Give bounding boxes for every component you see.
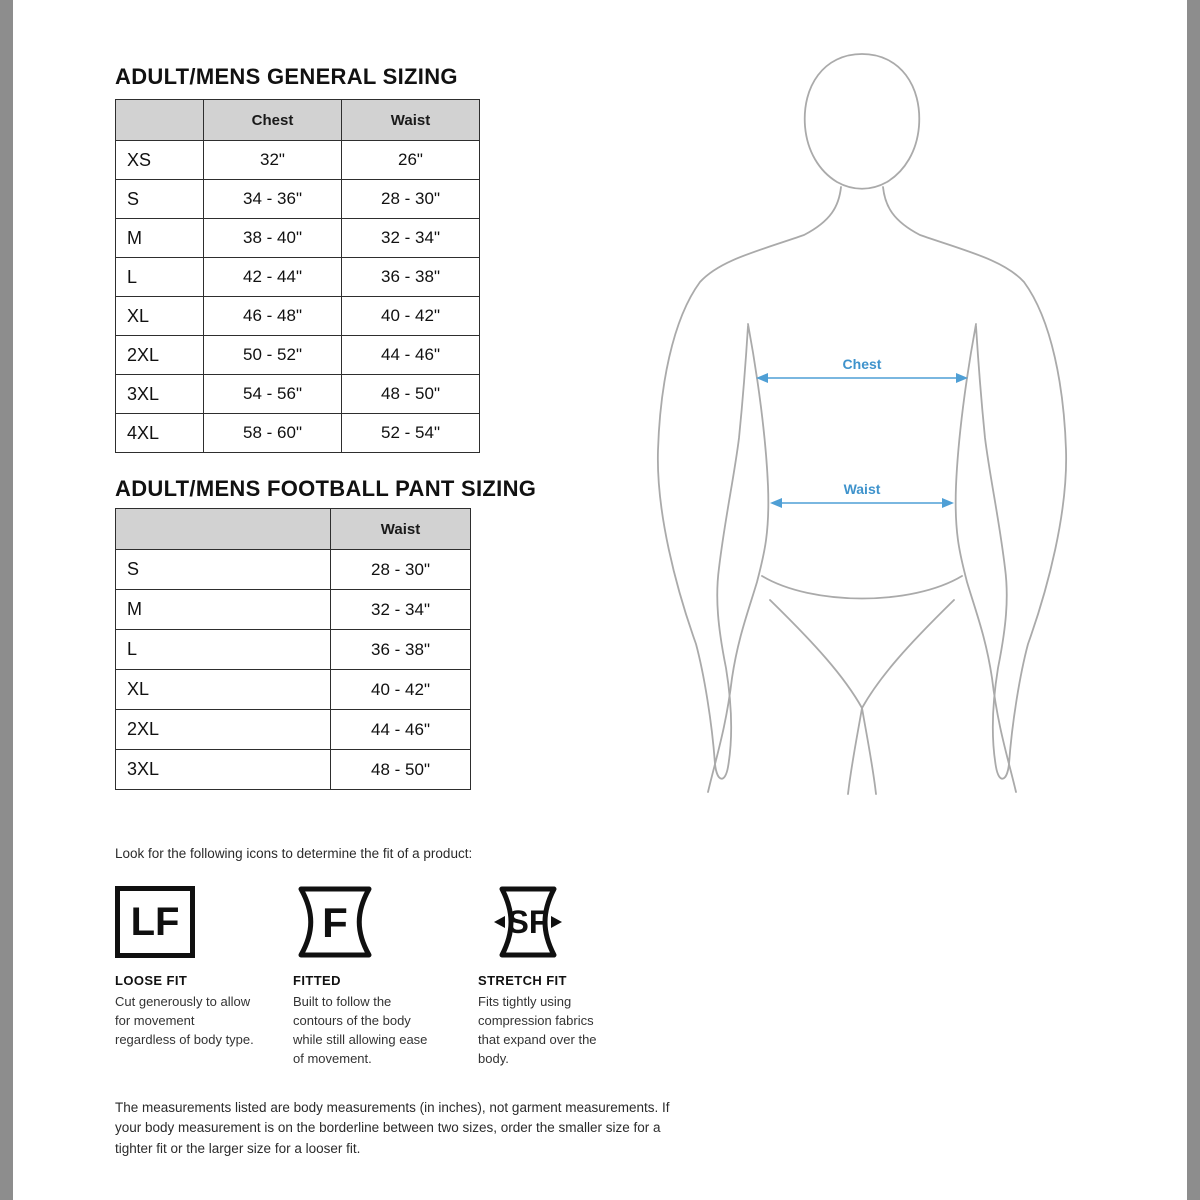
body-outline-hip-curve — [762, 576, 962, 599]
measurement-cell: 26" — [342, 141, 480, 180]
body-outline-left-groin — [770, 600, 862, 708]
loose-fit-icon — [115, 886, 195, 958]
column-header — [116, 100, 204, 141]
measurement-cell: 34 - 36" — [204, 180, 342, 219]
general-sizing-title: ADULT/MENS GENERAL SIZING — [115, 64, 458, 89]
table-row — [116, 590, 471, 630]
stretch-fit-icon-wrap — [478, 884, 638, 960]
size-label-cell: M — [116, 590, 331, 630]
measurement-cell: 32 - 34" — [331, 590, 471, 630]
size-label-cell: XL — [116, 670, 331, 710]
stretch-arrow-right — [551, 916, 562, 928]
size-label-cell: 2XL — [116, 336, 204, 375]
table-row — [116, 297, 480, 336]
body-outline-right-inner-leg — [862, 708, 876, 794]
table-row — [116, 258, 480, 297]
measurement-cell: 44 - 46" — [342, 336, 480, 375]
header-row — [116, 100, 480, 141]
measurement-cell: 40 - 42" — [342, 297, 480, 336]
fitted-icon-letter: F — [322, 899, 348, 946]
loose-fit-name: LOOSE FIT — [115, 973, 188, 988]
measurement-cell: 46 - 48" — [204, 297, 342, 336]
measurement-cell: 42 - 44" — [204, 258, 342, 297]
table-row — [116, 630, 471, 670]
waist-arrowhead-right — [942, 498, 954, 508]
table-row — [116, 141, 480, 180]
fitted-icon — [293, 885, 377, 959]
fit-item-fitted — [293, 884, 453, 1068]
column-header — [116, 509, 331, 550]
body-outline-right-torso — [956, 324, 1016, 792]
size-label-cell: S — [116, 180, 204, 219]
fitted-icon-wrap — [293, 884, 453, 960]
header-row — [116, 509, 471, 550]
body-outline-right-arm — [883, 187, 1066, 779]
table-row — [116, 710, 471, 750]
fit-intro-text: Look for the following icons to determine the fit of a product: — [115, 846, 473, 861]
stretch-fit-icon-letters: SF — [507, 904, 549, 940]
measurement-cell: 28 - 30" — [331, 550, 471, 590]
general-sizing-table — [115, 99, 480, 453]
measurement-cell: 48 - 50" — [342, 375, 480, 414]
table-row — [116, 180, 480, 219]
size-label-cell: L — [116, 630, 331, 670]
body-diagram-svg — [620, 40, 1140, 810]
table-row — [116, 670, 471, 710]
size-label-cell: M — [116, 219, 204, 258]
chest-label: Chest — [842, 356, 882, 372]
measurement-cell: 36 - 38" — [342, 258, 480, 297]
table-row — [116, 375, 480, 414]
pant-sizing-table — [115, 508, 471, 790]
loose-fit-icon-wrap — [115, 884, 275, 960]
body-outline-left-arm — [658, 187, 841, 779]
size-label-cell: 3XL — [116, 750, 331, 790]
fit-item-stretch-fit — [478, 884, 638, 1068]
waist-label: Waist — [843, 481, 881, 497]
measurement-cell: 40 - 42" — [331, 670, 471, 710]
fit-item-loose-fit — [115, 884, 275, 1050]
loose-fit-icon-letters: LF — [130, 899, 180, 944]
size-label-cell: XL — [116, 297, 204, 336]
fitted-name: FITTED — [293, 973, 341, 988]
measurement-cell: 44 - 46" — [331, 710, 471, 750]
stretch-fit-description: Fits tightly using compression fabrics that expand over the body. — [478, 994, 597, 1066]
measurement-cell: 54 - 56" — [204, 375, 342, 414]
table-row — [116, 336, 480, 375]
stretch-fit-name: STRETCH FIT — [478, 973, 567, 988]
table-row — [116, 750, 471, 790]
measurement-cell: 32" — [204, 141, 342, 180]
body-outline-left-torso — [708, 324, 768, 792]
size-label-cell: 4XL — [116, 414, 204, 453]
measurement-cell: 32 - 34" — [342, 219, 480, 258]
stretch-arrow-left — [494, 916, 505, 928]
body-outline-left-inner-leg — [848, 708, 862, 794]
column-header: Waist — [342, 100, 480, 141]
pant-sizing-title: ADULT/MENS FOOTBALL PANT SIZING — [115, 476, 537, 501]
size-label-cell: S — [116, 550, 331, 590]
column-header: Waist — [331, 509, 471, 550]
size-label-cell: 2XL — [116, 710, 331, 750]
measurement-cell: 48 - 50" — [331, 750, 471, 790]
size-label-cell: XS — [116, 141, 204, 180]
body-measurement-diagram — [620, 40, 1140, 810]
size-label-cell: 3XL — [116, 375, 204, 414]
measurement-cell: 36 - 38" — [331, 630, 471, 670]
measurement-cell: 58 - 60" — [204, 414, 342, 453]
table-row — [116, 414, 480, 453]
body-outline-right-groin — [862, 600, 954, 708]
waist-arrowhead-left — [770, 498, 782, 508]
size-label-cell: L — [116, 258, 204, 297]
fitted-description: Built to follow the contours of the body while still allowing ease of movement. — [293, 994, 428, 1066]
table-row — [116, 219, 480, 258]
measurement-cell: 50 - 52" — [204, 336, 342, 375]
right-border-bar — [1187, 0, 1200, 1200]
left-border-bar — [0, 0, 13, 1200]
loose-fit-description: Cut generously to allow for movement regardless of body type. — [115, 994, 254, 1047]
stretch-fit-icon — [478, 885, 578, 959]
measurement-cell: 28 - 30" — [342, 180, 480, 219]
measurement-cell: 38 - 40" — [204, 219, 342, 258]
measurement-footnote: The measurements listed are body measurements (in inches), not garment measurements. If your body measurement is on the borderline between two sizes, order the smaller size for a tighter fit or the larger size for a looser fit. — [115, 1100, 670, 1156]
table-row — [116, 550, 471, 590]
column-header: Chest — [204, 100, 342, 141]
measurement-cell: 52 - 54" — [342, 414, 480, 453]
body-outline-head — [805, 54, 920, 189]
